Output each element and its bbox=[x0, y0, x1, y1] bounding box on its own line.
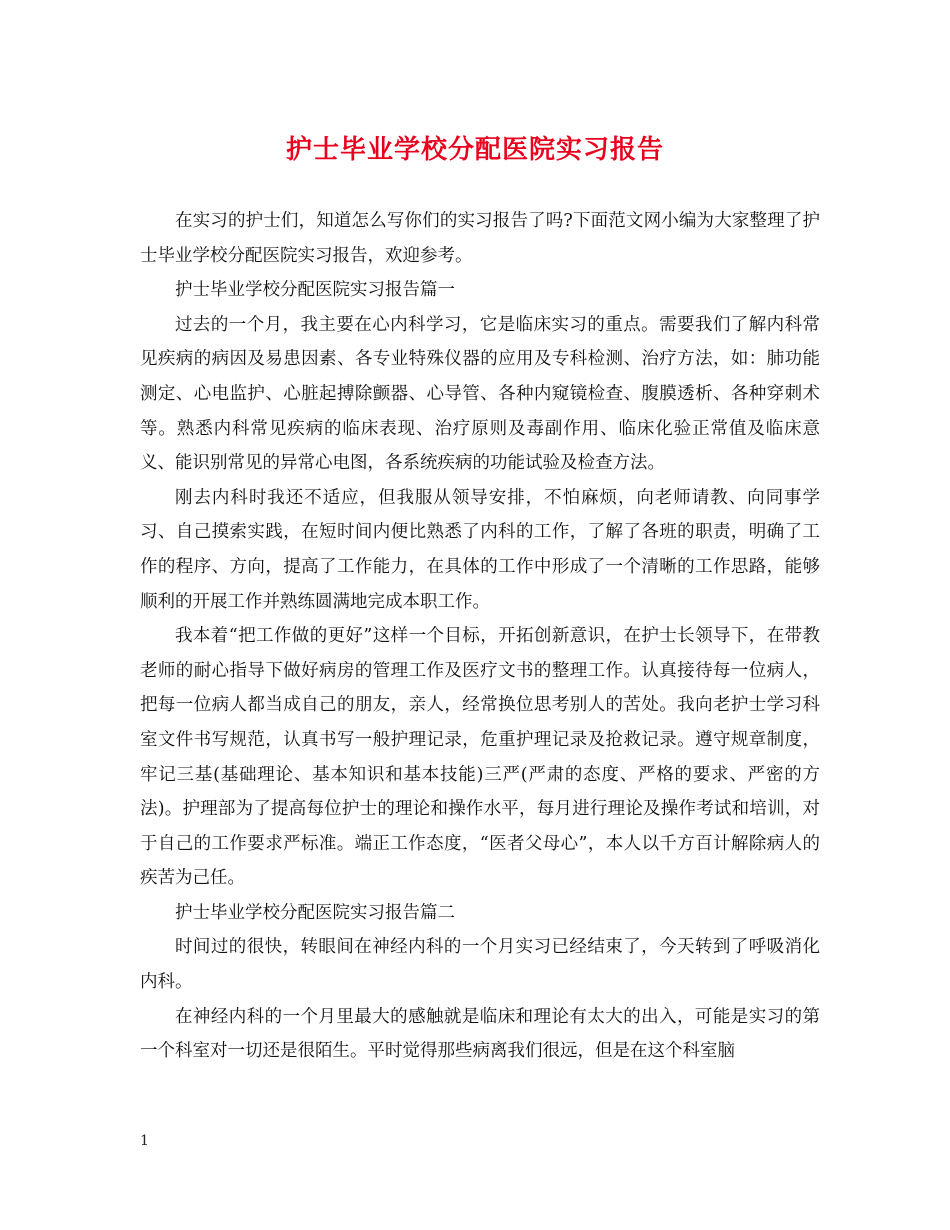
section-heading-part-2: 护士毕业学校分配医院实习报告篇二 bbox=[175, 902, 455, 923]
body-paragraph: 时间过的很快，转眼间在神经内科的一个月实习已经结束了，今天转到了呼吸消化内科。 bbox=[140, 937, 820, 993]
body-paragraph: 过去的一个月，我主要在心内科学习，它是临床实习的重点。需要我们了解内科常见疾病的病因及易患因素、各专业特殊仪器的应用及专科检测、治疗方法，如：肺功能测定、心电监护、心脏起搏除颤器、心导管、各种内窥镜检查、腹膜透析、各种穿刺术等。熟悉内科常见疾病的临床表现、治疗原则及毒副作用、临床化验正常值及临床意义、能识别常见的异常心电图，各系统疾病的功能试验及检查方法。 bbox=[140, 314, 820, 474]
body-paragraph: 刚去内科时我还不适应，但我服从领导安排，不怕麻烦，向老师请教、向同事学习、自己摸索实践，在短时间内便比熟悉了内科的工作，了解了各班的职责，明确了工作的程序、方向，提高了工作能力，在具体的工作中形成了一个清晰的工作思路，能够顺利的开展工作并熟练圆满地完成本职工作。 bbox=[140, 487, 820, 612]
body-paragraph: 在神经内科的一个月里最大的感触就是临床和理论有太大的出入，可能是实习的第一个科室对一切还是很陌生。平时觉得那些病离我们很远，但是在这个科室脑 bbox=[140, 1006, 820, 1062]
document-body bbox=[140, 204, 820, 1069]
page-number: 1 bbox=[140, 1133, 149, 1149]
body-paragraph: 我本着“把工作做的更好”这样一个目标，开拓创新意识，在护士长领导下，在带教老师的耐心指导下做好病房的管理工作及医疗文书的整理工作。认真接待每一位病人，把每一位病人都当成自己的朋友，亲人，经常换位思考别人的苦处。我向老护士学习科室文件书写规范，认真书写一般护理记录，危重护理记录及抢救记录。遵守规章制度，牢记三基(基础理论、基本知识和基本技能)三严(严肃的态度、严格的要求、严密的方法)。护理部为了提高每位护士的理论和操作水平，每月进行理论及操作考试和培训，对于自己的工作要求严标准。端正工作态度，“医者父母心”，本人以千方百计解除病人的疾苦为己任。 bbox=[140, 626, 820, 889]
section-heading-part-1: 护士毕业学校分配医院实习报告篇一 bbox=[175, 280, 455, 301]
intro-paragraph: 在实习的护士们，知道怎么写你们的实习报告了吗?下面范文网小编为大家整理了护士毕业学校分配医院实习报告，欢迎参考。 bbox=[140, 211, 820, 266]
document-title: 护士毕业学校分配医院实习报告 bbox=[285, 135, 664, 165]
